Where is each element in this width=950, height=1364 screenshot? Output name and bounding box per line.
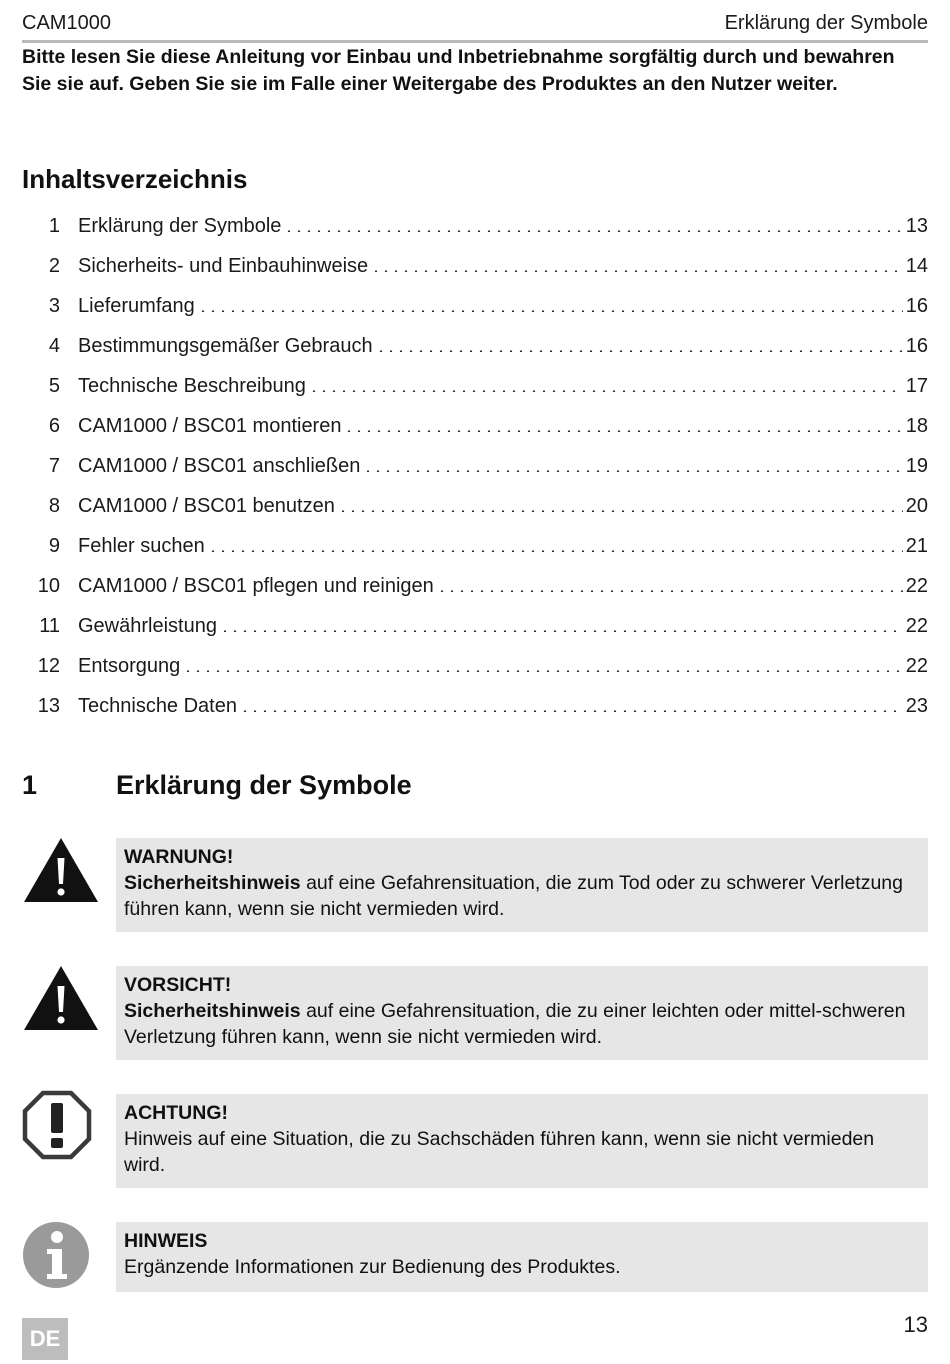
- header-product: CAM1000: [22, 11, 111, 34]
- section-number: 1: [22, 770, 38, 800]
- toc-entry-number: 9: [48, 535, 60, 557]
- table-of-contents: [22, 215, 928, 735]
- toc-entry-page: 22: [905, 615, 928, 637]
- toc-entry-number: 6: [48, 415, 60, 437]
- notice-caution-heading: VORSICHT!: [124, 974, 232, 996]
- toc-entry-label: CAM1000 / BSC01 benutzen: [78, 495, 335, 517]
- toc-entry-number: 11: [39, 615, 60, 637]
- toc-entry[interactable]: [22, 495, 928, 535]
- toc-leader-dots: [309, 390, 903, 392]
- toc-entry-page: 16: [905, 295, 928, 317]
- toc-leader-dots: [376, 350, 903, 352]
- notice-note: [116, 1222, 928, 1292]
- notice-warning-text: auf eine Gefahrensituation, die zum Tod oder zu schwerer Verletzung führen kann, wenn sie nicht vermieden wird.: [124, 872, 903, 920]
- toc-entry-number: 12: [37, 655, 60, 677]
- toc-entry-page: 14: [905, 255, 928, 277]
- toc-entry-page: 21: [905, 535, 928, 557]
- notice-attention-heading: ACHTUNG!: [124, 1102, 228, 1124]
- toc-entry[interactable]: [22, 295, 928, 335]
- toc-entry-page: 18: [905, 415, 928, 437]
- toc-leader-dots: [240, 710, 903, 712]
- toc-entry[interactable]: [22, 255, 928, 295]
- toc-entry-page: 20: [905, 495, 928, 517]
- notice-attention-text: Hinweis auf eine Situation, die zu Sachschäden führen kann, wenn sie nicht vermieden wird.: [124, 1128, 875, 1176]
- toc-entry[interactable]: [22, 535, 928, 575]
- toc-entry-label: CAM1000 / BSC01 pflegen und reinigen: [78, 575, 434, 597]
- toc-entry-page: 17: [905, 375, 928, 397]
- toc-entry-label: CAM1000 / BSC01 montieren: [78, 415, 342, 437]
- toc-leader-dots: [220, 630, 903, 632]
- toc-entry-page: 22: [905, 655, 928, 677]
- toc-entry-number: 7: [48, 455, 60, 477]
- intro-text: Bitte lesen Sie diese Anleitung vor Einbau und Inbetriebnahme sorgfältig durch und bewahren Sie sie auf. Geben Sie sie im Falle einer Weitergabe des Produktes an den Nutzer weiter.: [22, 46, 895, 95]
- toc-entry-number: 1: [48, 215, 60, 237]
- toc-entry-label: Sicherheits- und Einbauhinweise: [78, 255, 369, 277]
- toc-entry-number: 10: [37, 575, 60, 597]
- toc-entry-label: Entsorgung: [78, 655, 181, 677]
- toc-entry[interactable]: [22, 655, 928, 695]
- toc-entry[interactable]: [22, 455, 928, 495]
- toc-entry-label: Gewährleistung: [78, 615, 217, 637]
- info-icon: [22, 1220, 100, 1290]
- notice-caution-text: auf eine Gefahrensituation, die zu einer leichten oder mittel-schweren Verletzung führen kann, wenn sie nicht vermieden wird.: [124, 1000, 906, 1048]
- notice-warning: [116, 838, 928, 932]
- notice-note-heading: HINWEIS: [124, 1230, 208, 1252]
- toc-entry-label: Bestimmungsgemäßer Gebrauch: [78, 335, 373, 357]
- toc-entry[interactable]: [22, 375, 928, 415]
- toc-entry[interactable]: [22, 415, 928, 455]
- caution-triangle-icon: [22, 964, 100, 1034]
- toc-leader-dots: [344, 430, 902, 432]
- toc-entry-label: Technische Beschreibung: [78, 375, 306, 397]
- toc-entry[interactable]: [22, 615, 928, 655]
- toc-entry-label: Lieferumfang: [78, 295, 195, 317]
- octagon-exclamation-icon: [22, 1090, 100, 1162]
- toc-leader-dots: [371, 270, 903, 272]
- toc-leader-dots: [437, 590, 903, 592]
- toc-entry-number: 5: [48, 375, 60, 397]
- toc-entry-number: 3: [48, 295, 60, 317]
- toc-leader-dots: [198, 310, 903, 312]
- notice-caution-strong: Sicherheitshinweis: [124, 1000, 301, 1022]
- notice-note-text: Ergänzende Informationen zur Bedienung des Produktes.: [124, 1256, 621, 1278]
- toc-entry[interactable]: [22, 575, 928, 615]
- toc-leader-dots: [208, 550, 903, 552]
- toc-entry[interactable]: [22, 335, 928, 375]
- notice-attention: [116, 1094, 928, 1188]
- toc-entry-page: 13: [905, 215, 928, 237]
- notice-caution: [116, 966, 928, 1060]
- toc-leader-dots: [284, 230, 902, 232]
- toc-entry-label: CAM1000 / BSC01 anschließen: [78, 455, 361, 477]
- toc-entry-label: Technische Daten: [78, 695, 237, 717]
- toc-entry-number: 8: [48, 495, 60, 517]
- section-title: Erklärung der Symbole: [116, 770, 412, 800]
- toc-entry-page: 19: [905, 455, 928, 477]
- notice-warning-strong: Sicherheitshinweis: [124, 872, 301, 894]
- toc-entry-label: Fehler suchen: [78, 535, 205, 557]
- toc-entry-page: 23: [905, 695, 928, 717]
- toc-entry-number: 2: [48, 255, 60, 277]
- warning-triangle-icon: [22, 836, 100, 906]
- toc-entry-label: Erklärung der Symbole: [78, 215, 282, 237]
- toc-entry-number: 13: [37, 695, 60, 717]
- toc-entry[interactable]: [22, 695, 928, 735]
- toc-leader-dots: [338, 510, 903, 512]
- page-number: 13: [903, 1312, 928, 1337]
- header-chapter: Erklärung der Symbole: [724, 11, 928, 34]
- toc-leader-dots: [183, 670, 902, 672]
- toc-title: Inhaltsverzeichnis: [22, 164, 248, 194]
- toc-leader-dots: [363, 470, 902, 472]
- toc-entry[interactable]: [22, 215, 928, 255]
- toc-entry-number: 4: [48, 335, 60, 357]
- language-tag: DE: [22, 1318, 68, 1360]
- page-header: [22, 6, 928, 43]
- notice-warning-heading: WARNUNG!: [124, 846, 234, 868]
- toc-entry-page: 22: [905, 575, 928, 597]
- toc-entry-page: 16: [905, 335, 928, 357]
